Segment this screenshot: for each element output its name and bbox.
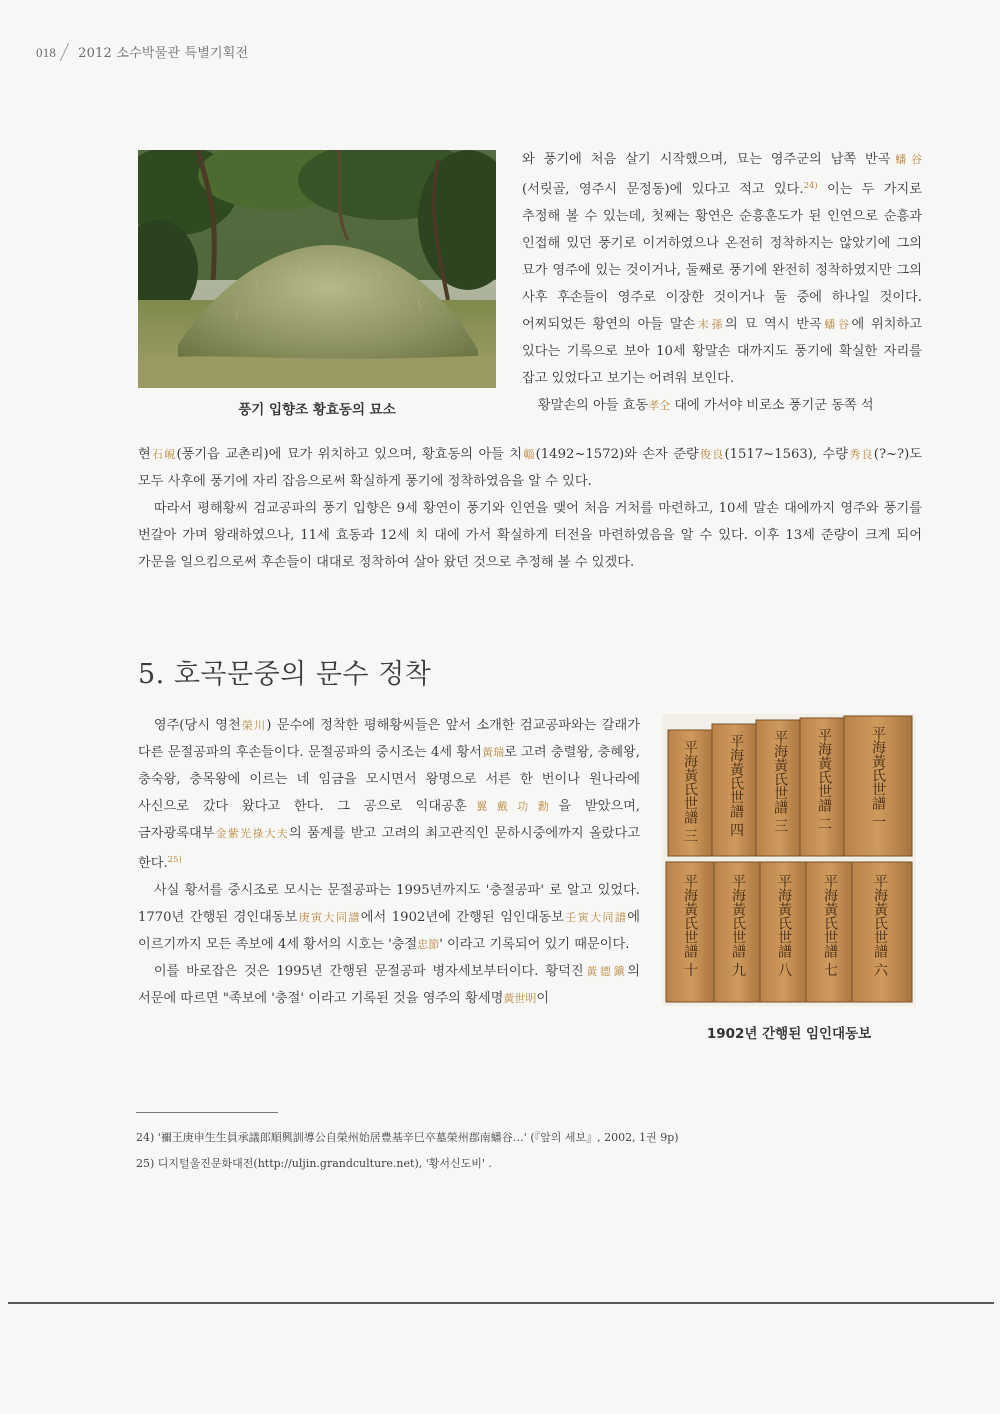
p6-text-d: ' 이라고 기록되어 있기 때문이다.: [439, 937, 630, 952]
full-width-text: [138, 441, 922, 576]
book-title-top-3: 平海黃氏世譜 三: [772, 730, 788, 833]
book-title-bottom-3: 平海黃氏世譜 八: [776, 874, 792, 977]
p3-text-a: 현: [138, 447, 151, 462]
p3-text-e: (?~?)도 모두 사후에 풍기에 자리 잡음으로써 확실하게 풍기에 정착하였음을 알 수 있다.: [138, 447, 923, 489]
book-title-top-4: 平海黃氏世譜 二: [816, 728, 832, 831]
grave-photo-caption: 풍기 입향조 황효동의 묘소: [238, 402, 396, 418]
page-number: 018: [36, 45, 57, 60]
p2-text-b: 대에 가서야 비로소 풍기군 동쪽 석: [670, 398, 874, 413]
p3-text-b: (풍기읍 교촌리)에 묘가 위치하고 있으며, 황효동의 아들 치: [176, 447, 523, 462]
hanja-geumja: 金紫光祿大夫: [214, 827, 290, 840]
book-title-bottom-2: 平海黃氏世譜 九: [730, 874, 746, 977]
p5-text-d: 을 받았으며, 금자광록대부: [138, 799, 640, 841]
footnote-ref-25[interactable]: 25): [167, 855, 182, 865]
hanja-suryang: 秀良: [848, 448, 874, 461]
paragraph-3: 따라서 평해황씨 검교공파의 풍기 입향은 9세 황연이 풍기와 인연을 맺어 처음 거처를 마련하고, 10세 말손 대에까지 영주와 풍기를 번갈아 가며 왕래하였으나, 11세 효동과 12세 치 대에 가서 확실하게 터전을 마련하였음을 알 수 있다. 이후 13세 준량이 크게 되어 가문을 일으킴으로써 후손들이 대대로 정착하여 살아 왔던 것으로 추정해 볼 수 있겠다.: [138, 501, 922, 570]
right-column-text: [522, 146, 922, 419]
paragraph-4: [138, 712, 640, 877]
page-bottom-rule: [8, 1302, 994, 1304]
header-slash-divider: [58, 44, 72, 60]
grave-photo: [138, 150, 496, 388]
footnote-ref-24[interactable]: 24): [803, 181, 818, 191]
hanja-junryang: 俊良: [698, 448, 725, 461]
book-title-top-2: 平海黃氏世譜 四: [728, 734, 744, 837]
footnote-25: 25) 디지털울진문화대전(http://uljin.grandculture.net), '황서신도비' .: [136, 1157, 492, 1170]
hanja-imin: 壬寅大同譜: [563, 911, 628, 924]
p7-text-a: 이를 바로잡은 것은 1995년 간행된 문절공파 병자세보부터이다. 황덕진: [153, 964, 584, 979]
p6-text-b: 에서 1902년에 간행된 임인대동보: [360, 910, 564, 925]
hanja-hwangseo: 黃瑞: [481, 746, 505, 759]
hanja-hwangsemyeong: 黃世明: [503, 992, 537, 1005]
p2-text-a: 황말손의 아들 효동: [537, 398, 649, 413]
paragraph-6: [138, 958, 640, 1012]
p3-text-d: (1517~1563), 수량: [724, 447, 849, 462]
hanja-chungjeol: 忠節: [417, 938, 440, 951]
p3-text-c: (1492~1572)와 손자 준량: [535, 447, 699, 462]
genealogy-books-caption: 1902년 간행된 임인대동보: [706, 1026, 872, 1042]
book-title-top-1: 平海黃氏世譜 三: [682, 740, 698, 843]
hanja-gyeongin: 庚寅大同譜: [297, 911, 361, 924]
p1-text-e: 에 위치하고 있다는 기록으로 보아 10세 황말손 대까지도 풍기에 확실한 자리를 잡고 있었다고 보기는 어려워 보인다.: [522, 317, 923, 386]
paragraph-5: [138, 877, 640, 958]
p1-text-d: 의 묘 역시 반곡: [724, 317, 822, 332]
p7-text-c: 이: [536, 991, 550, 1006]
hanja-seokhyeon: 石峴: [150, 448, 177, 461]
book-title-bottom-1: 平海黃氏世譜 十: [682, 874, 698, 977]
paragraph-1: [522, 146, 922, 392]
hanja-ikdaegonghun: 翼戴功勳: [466, 800, 559, 813]
p1-text-c: 이는 두 가지로 추정해 볼 수 있는데, 첫째는 황연은 순흥훈도가 된 인연으로 순흥과 인접해 있던 풍기로 이거하였으나 온전히 정착하지는 않았기에 그의 묘가 영주에 있는 것이거나, 둘째로 풍기에 완전히 정착하였지만 그의 사후 후손들이 영주로 이장한 것이거나 둘 중에 하나일 것이다. 어찌되었든 황연의 아들 말손: [522, 182, 923, 332]
p5-text-e: 의 품계를 받고 고려의 최고관직인 문하시중에까지 올랐다고 한다.: [138, 826, 640, 871]
grave-mound-illustration: [138, 150, 496, 388]
footnote-24: 24) '禰王庚申生生員承議郎順興訓導公自榮州始居豊基辛巳卒墓榮州郡南蟠谷…' (『앞의 세보』, 2002, 1권 9p): [136, 1131, 679, 1144]
running-header: [36, 42, 248, 61]
footnote-divider: [136, 1112, 278, 1113]
paragraph-2-cont: [138, 441, 922, 495]
p5-text-b: ) 문수에 정착한 평해황씨들은 앞서 소개한 검교공파와는 갈래가 다른 문절공파의 후손들이다. 문절공파의 중시조는 4세 황서: [138, 718, 641, 760]
book-title-bottom-5: 平海黃氏世譜 六: [872, 874, 888, 977]
p1-text-b: (서릿골, 영주시 문정동)에 있다고 적고 있다.: [522, 182, 804, 197]
hanja-chi: 輜: [522, 448, 536, 461]
section-title: 5. 호곡문중의 문수 정착: [138, 659, 432, 690]
p1-text-a: 와 풍기에 처음 살기 시작했으며, 묘는 영주군의 남쪽 반곡: [522, 152, 891, 167]
p7-text-b: 의 서문에 따르면 "족보에 '충절' 이라고 기록된 것을 영주의 황세명: [138, 964, 640, 1006]
section-5-text: [138, 712, 640, 1012]
p5-text-c: 로 고려 충렬왕, 충혜왕, 충숙왕, 충목왕에 이르는 네 임금을 모시면서 왕명으로 서른 한 번이나 원나라에 사신으로 갔다 왔다고 한다. 그 공으로 익대공훈: [138, 745, 640, 814]
genealogy-books-photo: [662, 714, 916, 1006]
publication-title: 2012 소수박물관 특별기획전: [78, 46, 249, 61]
paragraph-2-start: [522, 392, 922, 419]
hanja-hwangdeokjin: 黃德鎭: [583, 965, 628, 978]
book-title-bottom-4: 平海黃氏世譜 七: [822, 874, 838, 977]
hanja-hyodong: 孝仝: [648, 399, 671, 412]
hanja-bangok-2: 蟠谷: [821, 318, 852, 331]
book-title-top-5: 平海黃氏世譜 一: [870, 726, 886, 829]
p6-text-c: 에 이르기까지 모든 족보에 4세 황서의 시호는 '충절: [138, 910, 641, 952]
hanja-yeongcheon: 榮川: [240, 719, 267, 732]
hanja-bangok: 蟠谷: [890, 153, 922, 166]
p5-text-a: 영주(당시 영천: [153, 718, 241, 733]
p6-text-a: 사실 황서를 중시조로 모시는 문절공파는 1995년까지도 '충절공파' 로 알고 있었다. 1770년 간행된 경인대동보: [138, 883, 640, 925]
hanja-malson: 末孫: [695, 318, 725, 331]
